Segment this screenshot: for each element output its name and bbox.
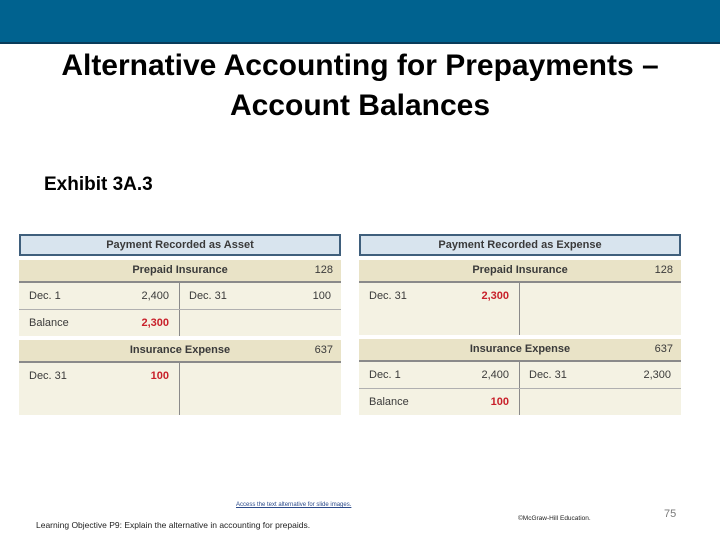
balance-amount: 2,300 xyxy=(141,317,169,329)
ledger-row xyxy=(19,309,341,336)
learning-objective: Learning Objective P9: Explain the alternative in accounting for prepaids. xyxy=(36,520,311,530)
ledger-row xyxy=(359,283,681,309)
debit-label: Dec. 31 xyxy=(29,370,67,382)
debit-label: Balance xyxy=(29,317,69,329)
exhibit-header: Payment Recorded as Expense xyxy=(359,234,681,256)
debit-amount: 2,400 xyxy=(481,369,509,381)
copyright-notice: ©McGraw-Hill Education. xyxy=(518,515,591,522)
exhibit-label: Exhibit 3A.3 xyxy=(44,174,153,195)
t-account-insurance-expense xyxy=(359,339,681,415)
credit-label: Dec. 31 xyxy=(529,369,567,381)
text-alternative-link[interactable]: Access the text alternative for slide images. xyxy=(236,502,352,508)
t-account-insurance-expense xyxy=(19,340,341,415)
debit-label: Balance xyxy=(369,396,409,408)
ledger-row xyxy=(359,309,681,335)
debit-label: Dec. 31 xyxy=(369,290,407,302)
t-account-prepaid-insurance xyxy=(19,260,341,336)
debit-label: Dec. 1 xyxy=(369,369,401,381)
account-number: 637 xyxy=(654,343,673,355)
debit-amount: 2,400 xyxy=(141,290,169,302)
account-number: 128 xyxy=(654,264,673,276)
account-number: 128 xyxy=(314,264,333,276)
credit-amount: 100 xyxy=(312,290,331,302)
ledger-row xyxy=(359,388,681,415)
exhibit-expense xyxy=(359,234,681,415)
account-name: Prepaid Insurance xyxy=(132,264,228,276)
credit-label: Dec. 31 xyxy=(189,290,227,302)
ledger-row xyxy=(359,362,681,388)
ledger-row xyxy=(19,363,341,389)
credit-amount: 2,300 xyxy=(643,369,671,381)
top-banner xyxy=(0,0,720,44)
debit-amount: 2,300 xyxy=(481,290,509,302)
slide-title: Alternative Accounting for Prepayments – Account Balances xyxy=(61,49,659,122)
t-account-prepaid-insurance xyxy=(359,260,681,335)
ledger-row xyxy=(19,389,341,415)
ledger-row xyxy=(19,283,341,309)
debit-amount: 100 xyxy=(150,370,169,382)
account-number: 637 xyxy=(314,344,333,356)
account-name: Insurance Expense xyxy=(129,344,231,356)
balance-amount: 100 xyxy=(490,396,509,408)
debit-label: Dec. 1 xyxy=(29,290,61,302)
account-name: Prepaid Insurance xyxy=(472,264,568,276)
exhibit-asset xyxy=(19,234,341,415)
page-number: 75 xyxy=(664,508,677,520)
account-name: Insurance Expense xyxy=(469,343,571,355)
exhibit-header: Payment Recorded as Asset xyxy=(19,234,341,256)
